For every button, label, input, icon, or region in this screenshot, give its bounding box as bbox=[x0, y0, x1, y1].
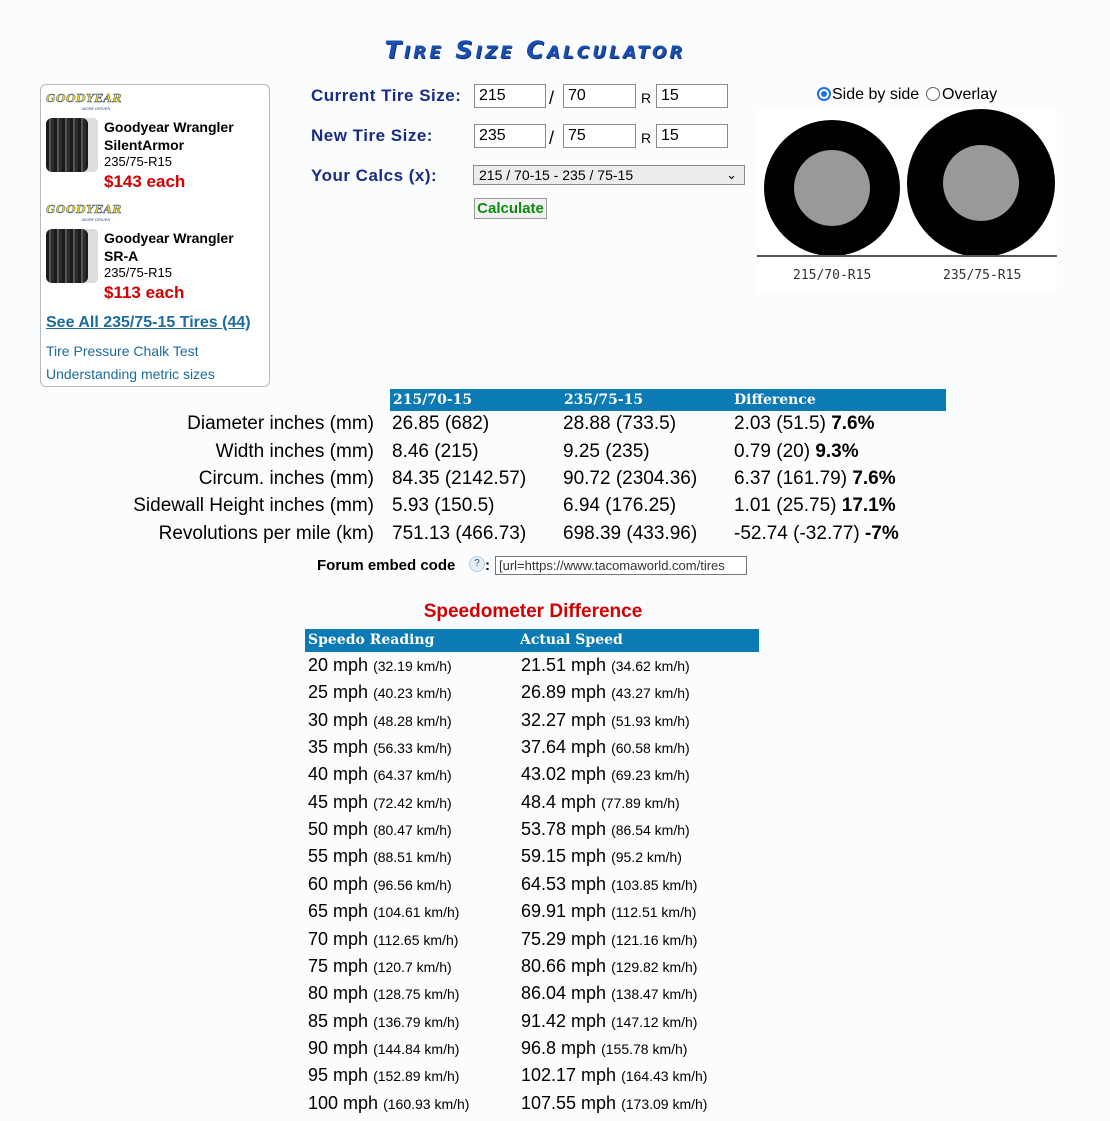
current-width-input[interactable]: 215 bbox=[474, 84, 546, 108]
comparison-row bbox=[0, 468, 1110, 495]
speedo-row bbox=[0, 710, 1110, 737]
speedo-reading: 55 mph (88.51 km/h) bbox=[308, 846, 452, 867]
speedo-row bbox=[0, 764, 1110, 791]
tire-ad-sidebar bbox=[40, 84, 270, 387]
goodyear-logo: GOODYEAR bbox=[46, 92, 123, 105]
comparison-row bbox=[0, 495, 1110, 522]
actual-speed: 107.55 mph (173.09 km/h) bbox=[521, 1092, 708, 1113]
new-value: 28.88 (733.5) bbox=[563, 413, 677, 434]
metric-sizes-link[interactable]: Understanding metric sizes bbox=[46, 366, 215, 382]
difference-value: 1.01 (25.75) 17.1% bbox=[734, 495, 896, 516]
header-actual-speed: Actual Speed bbox=[520, 632, 623, 648]
tire-pressure-link[interactable]: Tire Pressure Chalk Test bbox=[46, 343, 199, 359]
speedo-reading: 95 mph (152.89 km/h) bbox=[308, 1065, 460, 1086]
header-speedo-reading: Speedo Reading bbox=[308, 632, 435, 648]
actual-speed: 59.15 mph (95.2 km/h) bbox=[521, 846, 682, 867]
speedometer-title: Speedometer Difference bbox=[423, 601, 643, 622]
overlay-radio[interactable] bbox=[926, 87, 940, 101]
overlay-label[interactable]: Overlay bbox=[942, 86, 998, 103]
actual-speed: 96.8 mph (155.78 km/h) bbox=[521, 1037, 688, 1058]
new-value: 90.72 (2304.36) bbox=[563, 468, 698, 489]
speedo-reading: 75 mph (120.7 km/h) bbox=[308, 955, 452, 976]
speedo-reading: 40 mph (64.37 km/h) bbox=[308, 764, 452, 785]
actual-speed: 86.04 mph (138.47 km/h) bbox=[521, 983, 698, 1004]
actual-speed: 53.78 mph (86.54 km/h) bbox=[521, 819, 690, 840]
speedo-reading: 35 mph (56.33 km/h) bbox=[308, 737, 452, 758]
product-size: 235/75-R15 bbox=[104, 265, 172, 280]
comparison-row bbox=[0, 441, 1110, 468]
calculate-button[interactable]: Calculate bbox=[474, 198, 547, 219]
tire-product-image[interactable] bbox=[46, 118, 98, 172]
current-value: 84.35 (2142.57) bbox=[392, 468, 527, 489]
embed-code-label: Forum embed code bbox=[317, 557, 456, 574]
speedo-row bbox=[0, 874, 1110, 901]
row-label: Sidewall Height inches (mm) bbox=[133, 495, 374, 516]
goodyear-tagline: MORE DRIVEN bbox=[82, 217, 111, 222]
speedo-reading: 90 mph (144.84 km/h) bbox=[308, 1037, 460, 1058]
new-rim-input[interactable]: 15 bbox=[656, 124, 728, 148]
speedo-reading: 30 mph (48.28 km/h) bbox=[308, 709, 452, 730]
speedo-reading: 65 mph (104.61 km/h) bbox=[308, 901, 460, 922]
goodyear-logo: GOODYEAR bbox=[46, 203, 123, 216]
new-width-input[interactable]: 235 bbox=[474, 124, 546, 148]
tire-product-image[interactable] bbox=[46, 229, 98, 283]
row-label: Width inches (mm) bbox=[215, 441, 374, 462]
page-title: Tire Size Calculator bbox=[384, 36, 686, 64]
separator-r: R bbox=[641, 90, 652, 106]
speedo-row bbox=[0, 1065, 1110, 1092]
row-label: Revolutions per mile (km) bbox=[158, 523, 374, 544]
difference-percent: 7.6% bbox=[852, 468, 896, 489]
embed-colon: : bbox=[485, 557, 490, 574]
goodyear-tagline: MORE DRIVEN bbox=[82, 106, 111, 111]
current-aspect-input[interactable]: 70 bbox=[563, 84, 636, 108]
speedo-reading: 100 mph (160.93 km/h) bbox=[308, 1092, 470, 1113]
product-price: $143 each bbox=[104, 172, 186, 191]
actual-speed: 102.17 mph (164.43 km/h) bbox=[521, 1065, 708, 1086]
speedo-row bbox=[0, 901, 1110, 928]
speedo-reading: 80 mph (128.75 km/h) bbox=[308, 983, 460, 1004]
speedo-table-header bbox=[305, 629, 759, 652]
actual-speed: 48.4 mph (77.89 km/h) bbox=[521, 791, 680, 812]
actual-speed: 32.27 mph (51.93 km/h) bbox=[521, 709, 690, 730]
separator-slash: / bbox=[549, 88, 555, 108]
new-aspect-input[interactable]: 75 bbox=[563, 124, 636, 148]
actual-speed: 80.66 mph (129.82 km/h) bbox=[521, 955, 698, 976]
current-value: 751.13 (466.73) bbox=[392, 523, 527, 544]
current-value: 26.85 (682) bbox=[392, 413, 490, 434]
difference-value: -52.74 (-32.77) -7% bbox=[734, 523, 899, 544]
comparison-table-header bbox=[390, 389, 946, 411]
product-size: 235/75-R15 bbox=[104, 154, 172, 169]
your-calcs-select[interactable] bbox=[473, 165, 745, 185]
chevron-down-icon: ⌄ bbox=[726, 167, 737, 182]
actual-speed: 37.64 mph (60.58 km/h) bbox=[521, 737, 690, 758]
your-calcs-label: Your Calcs (x): bbox=[311, 166, 438, 185]
header-new: 235/75-15 bbox=[564, 392, 644, 408]
actual-speed: 91.42 mph (147.12 km/h) bbox=[521, 1010, 698, 1031]
separator-slash: / bbox=[549, 128, 555, 148]
product-name[interactable]: Goodyear Wrangler SR-A bbox=[104, 230, 234, 264]
header-difference: Difference bbox=[734, 392, 816, 408]
speedo-reading: 70 mph (112.65 km/h) bbox=[308, 928, 459, 949]
new-value: 6.94 (176.25) bbox=[563, 495, 677, 516]
new-tire-label: 235/75-R15 bbox=[943, 268, 1022, 283]
actual-speed: 69.91 mph (112.51 km/h) bbox=[521, 901, 697, 922]
embed-code-input[interactable]: [url=https://www.tacomaworld.com/tires bbox=[495, 556, 747, 575]
product-price: $113 each bbox=[104, 283, 185, 302]
help-icon[interactable]: ? bbox=[469, 556, 485, 572]
actual-speed: 75.29 mph (121.16 km/h) bbox=[521, 928, 698, 949]
current-wheel-rim bbox=[794, 150, 870, 226]
difference-percent: 7.6% bbox=[831, 413, 875, 434]
speedo-reading: 60 mph (96.56 km/h) bbox=[308, 873, 452, 894]
speedo-row bbox=[0, 819, 1110, 846]
tire-comparison-diagram bbox=[757, 108, 1057, 294]
new-value: 9.25 (235) bbox=[563, 441, 650, 462]
actual-speed: 43.02 mph (69.23 km/h) bbox=[521, 764, 690, 785]
current-rim-input[interactable]: 15 bbox=[656, 84, 728, 108]
speedo-row bbox=[0, 929, 1110, 956]
comparison-row bbox=[0, 523, 1110, 550]
current-tire-label: 215/70-R15 bbox=[793, 268, 872, 283]
speedo-row bbox=[0, 655, 1110, 682]
current-value: 8.46 (215) bbox=[392, 441, 479, 462]
new-value: 698.39 (433.96) bbox=[563, 523, 698, 544]
new-wheel-rim bbox=[943, 145, 1019, 221]
current-value: 5.93 (150.5) bbox=[392, 495, 495, 516]
comparison-row bbox=[0, 413, 1110, 440]
speedo-row bbox=[0, 1038, 1110, 1065]
speedo-row bbox=[0, 983, 1110, 1010]
speedo-row bbox=[0, 1093, 1110, 1120]
product-name[interactable]: Goodyear Wrangler SilentArmor bbox=[104, 119, 234, 153]
speedo-reading: 50 mph (80.47 km/h) bbox=[308, 819, 452, 840]
tire-diagram-svg bbox=[757, 108, 1057, 294]
side-by-side-radio[interactable] bbox=[817, 87, 831, 101]
difference-value: 6.37 (161.79) 7.6% bbox=[734, 468, 896, 489]
current-size-label: Current Tire Size: bbox=[311, 86, 462, 105]
difference-percent: 17.1% bbox=[841, 495, 896, 516]
your-calcs-value: 215 / 70-15 - 235 / 75-15 bbox=[479, 167, 634, 183]
side-by-side-label[interactable]: Side by side bbox=[832, 86, 920, 103]
header-current: 215/70-15 bbox=[393, 392, 473, 408]
actual-speed: 64.53 mph (103.85 km/h) bbox=[521, 873, 698, 894]
speedo-reading: 20 mph (32.19 km/h) bbox=[308, 655, 452, 675]
see-all-tires-link[interactable]: See All 235/75-15 Tires (44) bbox=[46, 314, 251, 331]
speedo-reading: 25 mph (40.23 km/h) bbox=[308, 682, 452, 703]
difference-percent: 9.3% bbox=[815, 441, 859, 462]
difference-value: 2.03 (51.5) 7.6% bbox=[734, 413, 875, 434]
speedo-row bbox=[0, 1011, 1110, 1038]
speedo-reading: 85 mph (136.79 km/h) bbox=[308, 1010, 460, 1031]
speedo-row bbox=[0, 956, 1110, 983]
speedo-row bbox=[0, 682, 1110, 709]
speedo-row bbox=[0, 846, 1110, 873]
difference-percent: -7% bbox=[864, 523, 899, 544]
actual-speed: 26.89 mph (43.27 km/h) bbox=[521, 682, 690, 703]
speedo-row bbox=[0, 792, 1110, 819]
new-size-label: New Tire Size: bbox=[311, 126, 433, 145]
speedo-row bbox=[0, 737, 1110, 764]
row-label: Circum. inches (mm) bbox=[198, 468, 374, 489]
row-label: Diameter inches (mm) bbox=[187, 413, 374, 434]
separator-r: R bbox=[641, 130, 652, 146]
actual-speed: 21.51 mph (34.62 km/h) bbox=[521, 655, 690, 675]
speedo-reading: 45 mph (72.42 km/h) bbox=[308, 791, 452, 812]
difference-value: 0.79 (20) 9.3% bbox=[734, 441, 859, 462]
